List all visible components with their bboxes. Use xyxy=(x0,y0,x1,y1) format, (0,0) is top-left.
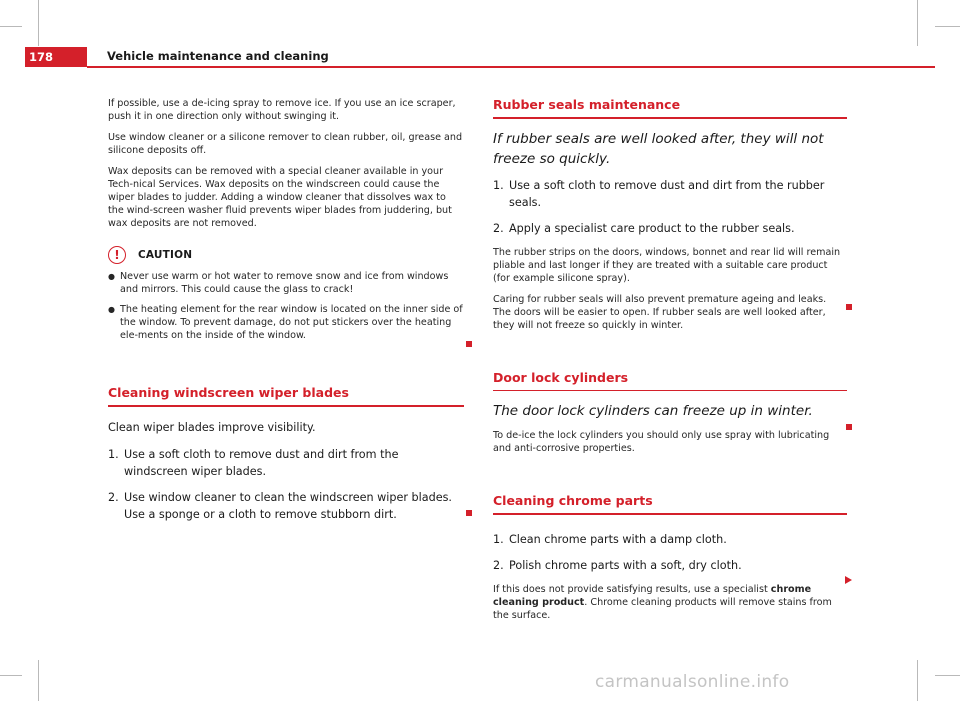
step-number: 1. xyxy=(493,178,504,192)
step-number: 2. xyxy=(493,221,504,235)
crop-mark xyxy=(0,675,22,676)
section-title-door: Door lock cylinders xyxy=(493,369,629,385)
step-number: 2. xyxy=(493,558,504,572)
crop-mark xyxy=(0,26,22,27)
step-item xyxy=(493,557,847,574)
step-item xyxy=(493,220,847,237)
step-text: Use window cleaner to clean the windscreen wiper blades. Use a sponge or a cloth to remove stubborn dirt. xyxy=(124,490,452,521)
paragraph-text: . Chrome cleaning products will remove stains from the surface. xyxy=(493,596,832,621)
caution-item xyxy=(108,270,464,296)
step-item xyxy=(108,489,464,523)
section-rule xyxy=(493,390,847,392)
step-text: Use a soft cloth to remove dust and dirt from the rubber seals. xyxy=(509,178,825,209)
right-column xyxy=(493,97,847,630)
bold-term: chrome cleaning product xyxy=(493,583,812,608)
paragraph: Wax deposits can be removed with a special cleaner available in your Tech-nical Services. Wax deposits on the windscreen could cause the wiper blades to judder. Adding a window cleaner that dissolves wax to the wind-screen washer fluid prevents wiper blades from juddering, but wax deposits are not removed. xyxy=(108,166,452,229)
paragraph: Use window cleaner or a silicone remover to clean rubber, oil, grease and silicone deposits off. xyxy=(108,132,463,156)
watermark: carmanualsonline.info xyxy=(595,672,790,692)
crop-mark xyxy=(935,675,960,676)
step-text: Polish chrome parts with a soft, dry cloth. xyxy=(509,558,742,572)
step-number: 1. xyxy=(493,532,504,546)
paragraph: To de-ice the lock cylinders you should only use spray with lubricating and anti-corrosive properties. xyxy=(493,430,830,454)
section-title-rubber: Rubber seals maintenance xyxy=(493,97,681,112)
bullet-icon: ● xyxy=(108,272,115,281)
section-rule xyxy=(108,405,464,407)
section-rule xyxy=(493,117,847,119)
paragraph: The rubber strips on the doors, windows, bonnet and rear lid will remain pliable and last longer if they are treated with a suitable care product (for example silicone spray). xyxy=(493,246,841,284)
caution-exclamation-icon: ! xyxy=(108,246,126,264)
crop-mark xyxy=(917,660,918,701)
caution-item xyxy=(108,303,464,342)
page-number: 178 xyxy=(25,47,87,67)
step-text: Clean chrome parts with a damp cloth. xyxy=(509,532,727,546)
bullet-icon: ● xyxy=(108,305,115,314)
section-lead: Clean wiper blades improve visibility. xyxy=(108,420,316,434)
caution-item-text: The heating element for the rear window is located on the inner side of the window. To prevent damage, do not put stickers over the heating ele-ments on the inside of the window. xyxy=(120,304,463,341)
paragraph: Caring for rubber seals will also prevent premature ageing and leaks. The doors will be easier to open. If rubber seals are well looked after, they will not freeze so quickly in winter. xyxy=(493,293,827,331)
step-number: 1. xyxy=(108,447,119,461)
section-title-chrome: Cleaning chrome parts xyxy=(493,493,653,508)
left-column xyxy=(108,97,464,532)
step-text: Use a soft cloth to remove dust and dirt from the windscreen wiper blades. xyxy=(124,447,399,478)
crop-mark xyxy=(935,26,960,27)
paragraph-text: If this does not provide satisfying results, use a specialist xyxy=(493,583,771,595)
crop-mark xyxy=(38,660,39,701)
section-lead: The door lock cylinders can freeze up in winter. xyxy=(493,403,813,419)
step-item xyxy=(108,446,464,480)
step-text: Apply a specialist care product to the rubber seals. xyxy=(509,221,795,235)
step-item xyxy=(493,177,847,211)
paragraph xyxy=(493,583,847,622)
step-item xyxy=(493,531,847,548)
crop-mark xyxy=(38,0,39,46)
step-number: 2. xyxy=(108,490,119,504)
caution-header xyxy=(108,246,464,264)
end-of-section-marker xyxy=(466,510,472,516)
end-of-section-marker xyxy=(466,341,472,347)
end-of-section-marker xyxy=(846,304,852,310)
end-of-section-marker xyxy=(846,424,852,430)
crop-mark xyxy=(917,0,918,46)
page-header-title: Vehicle maintenance and cleaning xyxy=(107,49,329,63)
header-rule xyxy=(87,66,935,68)
section-lead: If rubber seals are well looked after, they will not freeze so quickly. xyxy=(493,130,824,167)
caution-item-text: Never use warm or hot water to remove snow and ice from windows and mirrors. This could cause the glass to crack! xyxy=(120,271,449,295)
continue-arrow-icon xyxy=(845,576,852,584)
caution-title: CAUTION xyxy=(138,249,193,261)
section-title-wiper: Cleaning windscreen wiper blades xyxy=(108,385,349,400)
paragraph: If possible, use a de-icing spray to remove ice. If you use an ice scraper, push it in one direction only without swinging it. xyxy=(108,98,456,122)
